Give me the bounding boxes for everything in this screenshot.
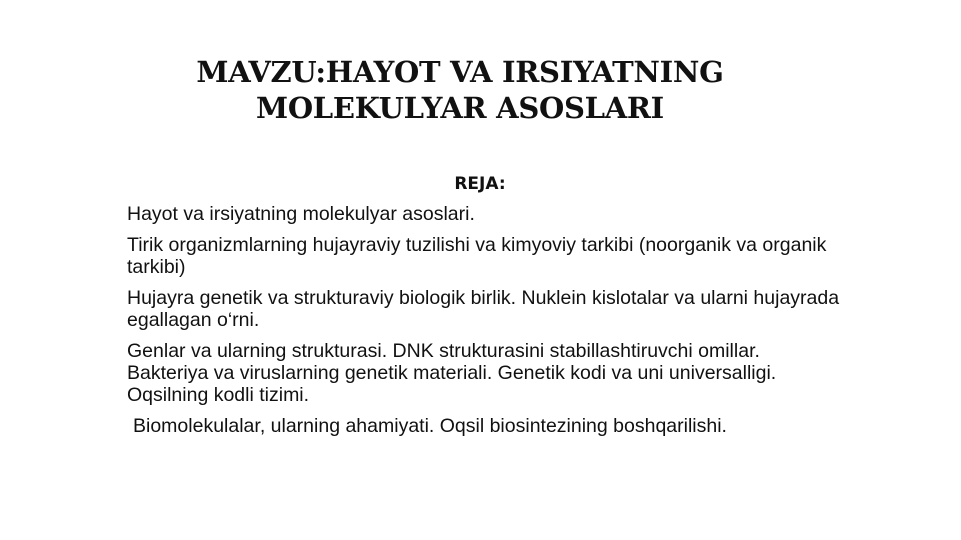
slide-title-line-2: MOLEKULYAR ASOSLARI: [256, 91, 664, 125]
plan-list: [127, 203, 842, 446]
slide-title: [120, 54, 800, 126]
plan-item: Tirik organizmlarning hujayraviy tuzilishi va kimyoviy tarkibi (noorganik va organik tarkibi): [127, 234, 827, 278]
plan-item: Biomolekulalar, ularning ahamiyati. Oqsil biosintezining boshqarilishi.: [133, 415, 727, 437]
plan-heading: REJA:: [454, 174, 506, 194]
plan-item: Hayot va irsiyatning molekulyar asoslari.: [127, 203, 475, 225]
plan-item: Genlar va ularning strukturasi. DNK strukturasini stabillashtiruvchi omillar. Bakteriya va viruslarning genetik materiali. Genetik kodi va uni universalligi. Oqsilning kodli tizimi.: [127, 340, 777, 406]
slide-title-line-1: MAVZU:HAYOT VA IRSIYATNING: [196, 55, 724, 89]
plan-item: Hujayra genetik va strukturaviy biologik birlik. Nuklein kislotalar va ularni hujayrada egallagan o‘rni.: [127, 287, 840, 331]
